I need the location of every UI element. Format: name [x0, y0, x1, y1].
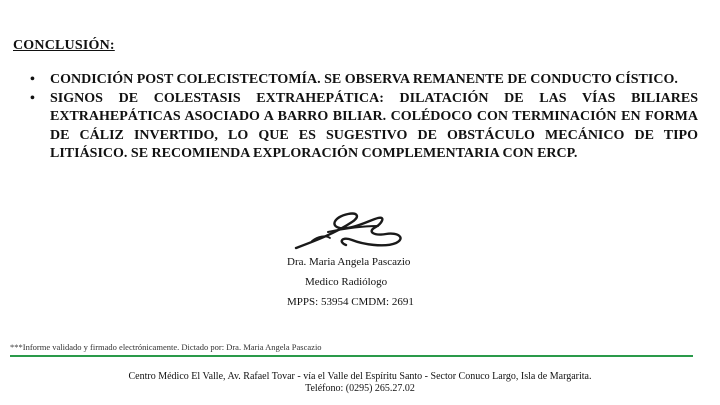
bullet-icon: • — [30, 90, 35, 106]
bullet-icon: • — [30, 72, 35, 87]
footer-address: Centro Médico El Valle, Av. Rafael Tovar - vía el Valle del Espíritu Santo - Sector Conuco Largo, Isla de Margarita. — [128, 371, 592, 382]
footer-divider — [10, 355, 693, 357]
findings-list — [30, 71, 698, 164]
handwritten-signature — [282, 208, 412, 254]
finding-text: SIGNOS DE COLESTASIS EXTRAHEPÁTICA: DILATACIÓN DE LAS VÍAS BILIARES EXTRAHEPÁTICAS ASOCIADO A BARRO BILIAR. COLÉDOCO CON TERMINACIÓN EN FORMA DE CÁLIZ INVERTIDO, LO QUE ES SUGESTIVO DE OBSTÁCULO MECÁNICO DE TIPO LITIÁSICO. SE RECOMIENDA EXPLORACIÓN COMPLEMENTARIA CON ERCP. — [50, 90, 698, 161]
finding-item — [30, 71, 698, 90]
doctor-registration: MPPS: 53954 CMDM: 2691 — [287, 296, 414, 308]
footer-phone: Teléfono: (0295) 265.27.02 — [305, 383, 415, 394]
finding-text: CONDICIÓN POST COLECISTECTOMÍA. SE OBSERVA REMANENTE DE CONDUCTO CÍSTICO. — [50, 72, 678, 87]
signature-block — [287, 252, 447, 312]
validation-note: ***Informe validado y firmado electrónicamente. Dictado por: Dra. Maria Angela Pascazio — [10, 342, 322, 352]
doctor-title: Medico Radiólogo — [305, 276, 388, 288]
footer-address-block — [0, 371, 720, 395]
finding-item — [30, 90, 698, 164]
conclusion-heading: CONCLUSIÓN: — [13, 38, 115, 53]
doctor-name: Dra. Maria Angela Pascazio — [287, 256, 411, 268]
